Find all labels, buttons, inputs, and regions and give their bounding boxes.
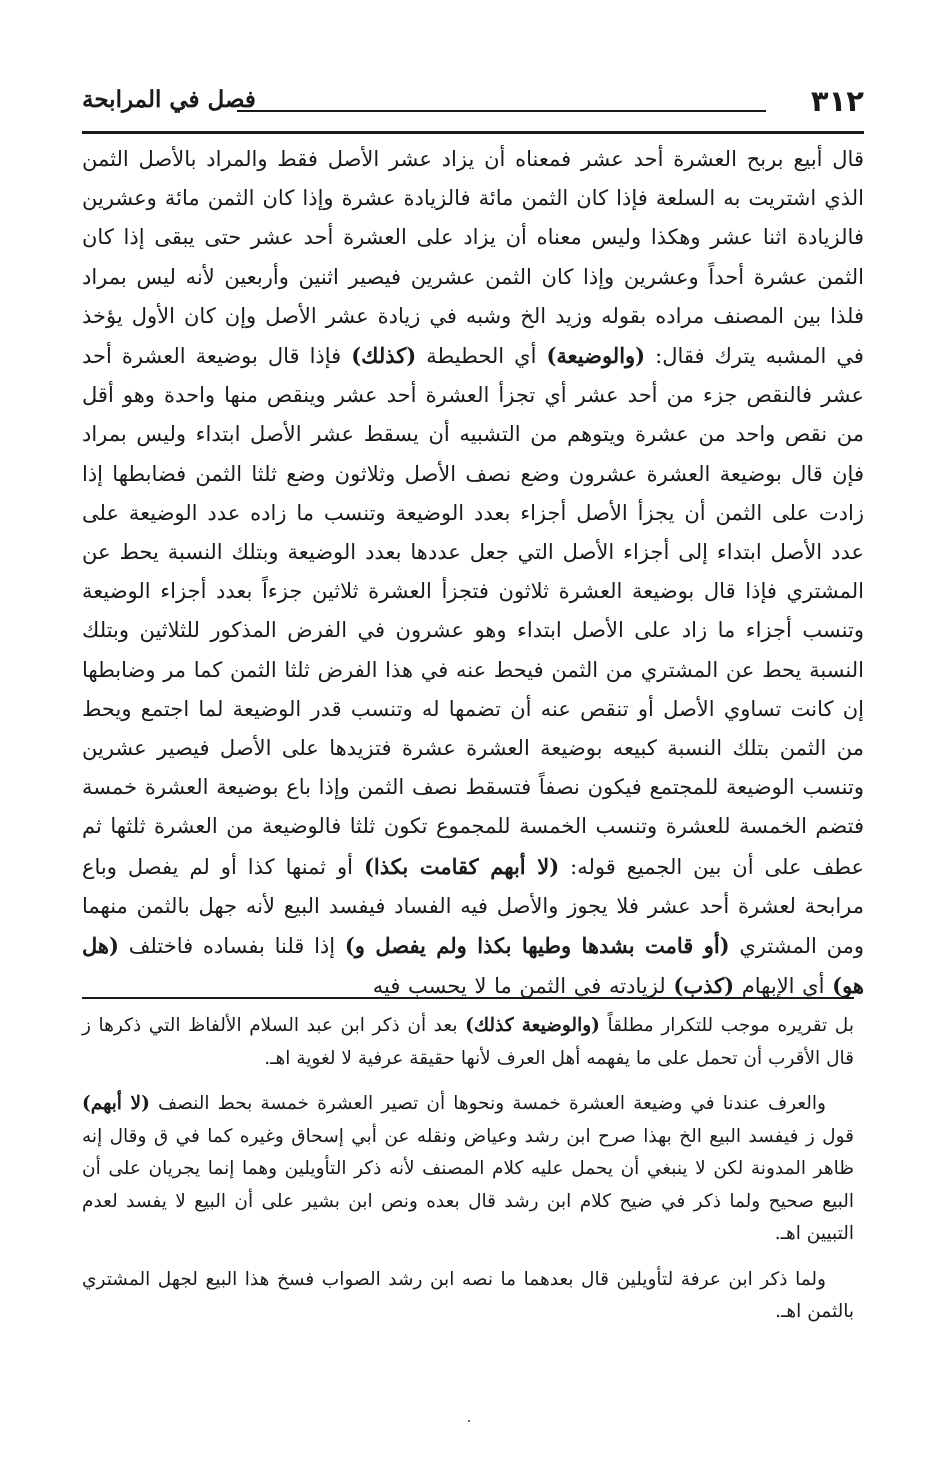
footnote-paragraph: [82, 1264, 854, 1329]
text-run: قول ز فيفسد البيع الخ بهذا صرح ابن رشد وعياض ونقله عن أبي إسحاق وغيره كما في ق وقال إنه ظاهر المدونة لكن لا ينبغي أن يحمل عليه كلام المصنف لأنه ذكر التأويلين وهما إنما يجريان على أن البيع صحيح ولما ذكر في ضيح كلام ابن رشد قال بعده ونص ابن بشير على أن البيع لا يفسد لعدم التبيين اهـ.: [82, 1125, 854, 1244]
text-run: ولما ذكر ابن عرفة لتأويلين قال بعدهما ما نصه ابن رشد الصواب فسخ هذا البيع لجهل المشتري بالثمن اهـ.: [82, 1268, 854, 1322]
quoted-matn: (لا أبهم كقامت بكذا): [363, 853, 560, 879]
page-header: [82, 78, 864, 128]
page-number: ٣١٢: [810, 84, 864, 118]
text-run: أي الحطيطة: [426, 344, 537, 369]
footnote-paragraph: [82, 1088, 854, 1251]
text-run: فإذا قال بوضيعة العشرة أحد عشر فالنقص جزء من أحد عشر أي تجزأ العشرة أحد عشر وينقص منها واحدة وهو أقل من نقص واحد من عشرة ويتوهم من التشبيه أن يسقط عشر الأصل ابتداء وليس بمراد فإن قال بوضيعة العشرة عشرون وضع نصف الأصل وثلاثون وضع ثلثا الثمن فضابطها إذا زادت على الثمن أن يجزأ الأصل أجزاء بعدد الوضيعة وتنسب ما زاده عدد الوضيعة على عدد الأصل ابتداء إلى أجزاء الأصل التي جعل عددها بعدد الوضيعة وبتلك النسبة يحط عن المشتري فإذا قال بوضيعة العشرة ثلاثون فتجزأ العشرة ثلاثين جزءاً بعدد أجزاء الوضيعة وتنسب أجزاء ما زاد على الأصل ابتداء وهو عشرون في الفرض المذكور للثلاثين وبتلك النسبة يحط عن المشتري من الثمن فيحط عنه في هذا الفرض ثلثا الثمن كما مر وضابطها إن كانت تساوي الأصل أو تنقص عنه أن تضمها له وتنسب قدر الوضيعة لما اجتمع ويحط من الثمن بتلك النسبة كبيعه بوضيعة العشرة عشرة فتزيدها على الأصل فيصير عشرين وتنسب الوضيعة للمجتمع فيكون نصفاً فتسقط نصف الثمن وإذا باع بوضيعة العشرة خمسة فتضم الخمسة للعشرة وتنسب الخمسة للمجموع تكون ثلثا فالوضيعة من العشرة ثلثها ثم عطف على أن بين الجميع قوله:: [82, 344, 865, 879]
quoted-matn: (أو قامت بشدها وطيها بكذا ولم يفصل و): [344, 933, 730, 959]
text-run: والعرف عندنا في وضيعة العشرة خمسة ونحوها أن تصير العشرة خمسة بحط النصف: [157, 1093, 826, 1114]
quoted-matn: (لا أبهم): [82, 1093, 150, 1114]
footnotes: [82, 1010, 854, 1342]
header-rule: [82, 131, 864, 134]
header-separator-line: [237, 110, 766, 112]
text-run: أي الإبهام: [741, 974, 825, 999]
main-text: [82, 140, 864, 1006]
scan-speck: [468, 1420, 470, 1422]
main-paragraph: [82, 140, 864, 1006]
footnote-separator: [82, 997, 854, 999]
text-run: بل تقريره موجب للتكرار مطلقاً: [607, 1015, 854, 1036]
quoted-matn: (والوضيعة كذلك): [465, 1015, 600, 1036]
text-run: لزيادته في الثمن ما لا يحسب فيه: [372, 974, 666, 999]
quoted-matn: (والوضيعة): [546, 343, 646, 369]
text-run: قال أبيع بربح العشرة أحد عشر فمعناه أن يزاد عشر الأصل فقط والمراد بالأصل الثمن الذي اشتريت به السلعة فإذا كان الثمن مائة فالزيادة عشرة وإذا كان الثمن مائة وعشرين فالزيادة اثنا عشر وهكذا وليس معناه أن يزاد على العشرة أحد عشر حتى يبقى إذا كان الثمن عشرة أحداً وعشرين وإذا كان الثمن عشرين فيصير اثنين وأربعين لأنه ليس بمراد فلذا بين المصنف مراده بقوله وزيد الخ وشبه في زيادة عشر الأصل وإن كان الأول يؤخذ في المشبه يترك فقال:: [82, 147, 864, 369]
quoted-matn: (هل هو): [82, 933, 864, 999]
quoted-matn: (كذب): [673, 973, 735, 999]
text-run: بعد أن ذكر ابن عبد السلام الألفاظ التي ذكرها ز قال الأقرب أن تحمل على ما يفهمه أهل العرف لأنها حقيقة عرفية لا لغوية اهـ.: [82, 1015, 854, 1069]
chapter-title: فصل في المرابحة: [82, 86, 256, 113]
text-run: إذا قلنا بفساده فاختلف: [128, 934, 336, 959]
footnote-paragraph: [82, 1010, 854, 1075]
text-run: أو ثمنها كذا أو لم يفصل وباع مرابحة لعشرة أحد عشر فلا يجوز والأصل فيه الفساد فيفسد البيع لأنه جهل بالثمن منهما ومن المشتري: [82, 854, 864, 959]
quoted-matn: (كذلك): [351, 343, 417, 369]
